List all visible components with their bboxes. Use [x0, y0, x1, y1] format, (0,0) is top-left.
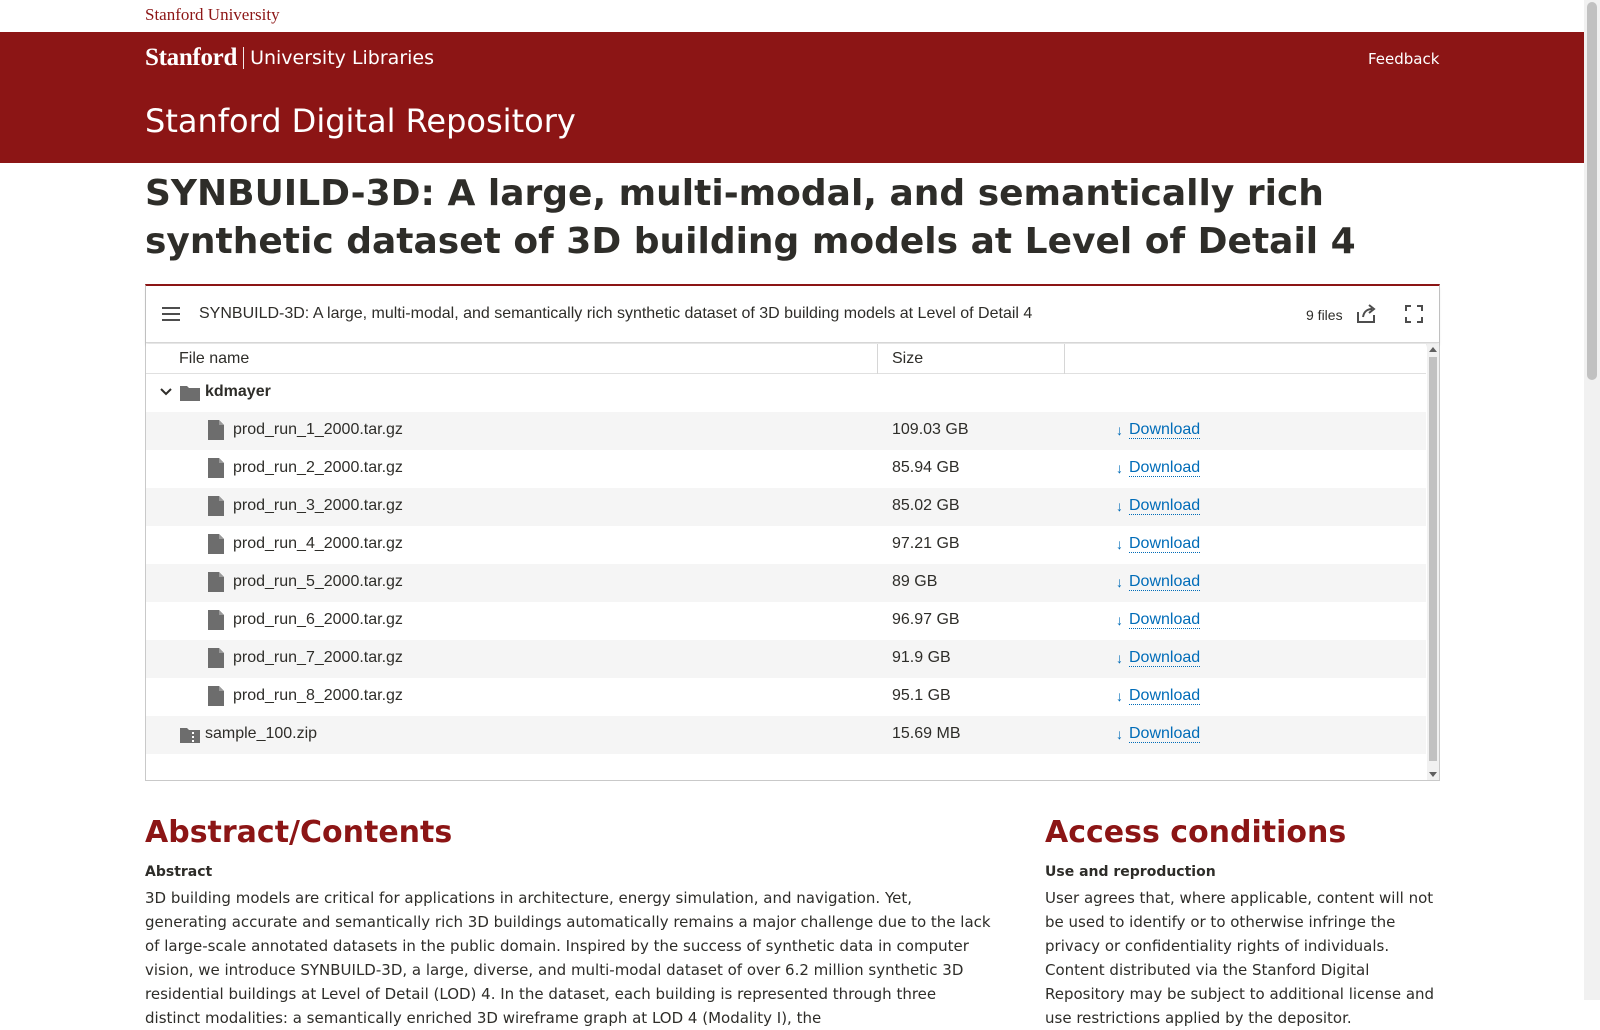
download-link[interactable]	[1116, 687, 1200, 705]
table-row[interactable]	[146, 564, 1426, 602]
scroll-down-icon[interactable]	[1429, 772, 1437, 777]
zip-file-icon	[180, 727, 200, 743]
logo-divider	[243, 47, 244, 69]
table-row[interactable]	[146, 450, 1426, 488]
library-logo[interactable]	[145, 44, 434, 72]
file-icon	[208, 648, 224, 668]
scroll-up-icon[interactable]	[1429, 347, 1437, 352]
logo-stanford: Stanford	[145, 44, 238, 71]
download-label: Download	[1129, 725, 1201, 742]
file-name: prod_run_7_2000.tar.gz	[233, 649, 403, 666]
file-icon	[208, 458, 224, 478]
download-label: Download	[1129, 687, 1201, 704]
file-size: 95.1 GB	[892, 687, 951, 704]
abstract-heading: Abstract/Contents	[145, 815, 453, 850]
page-scrollbar[interactable]	[1584, 0, 1600, 1000]
file-name: prod_run_8_2000.tar.gz	[233, 687, 403, 704]
download-link[interactable]	[1116, 535, 1200, 553]
download-icon: ↓	[1116, 726, 1123, 742]
site-header	[0, 32, 1584, 163]
table-row[interactable]	[146, 488, 1426, 526]
download-label: Download	[1129, 421, 1201, 438]
file-size: 96.97 GB	[892, 611, 960, 628]
file-size: 85.94 GB	[892, 459, 960, 476]
download-icon: ↓	[1116, 422, 1123, 438]
stanford-university-link[interactable]: Stanford University	[145, 5, 280, 24]
table-row[interactable]	[146, 640, 1426, 678]
download-link[interactable]	[1116, 725, 1200, 743]
table-scrollbar-thumb[interactable]	[1429, 357, 1437, 761]
access-heading: Access conditions	[1045, 815, 1347, 850]
download-icon: ↓	[1116, 536, 1123, 552]
download-icon: ↓	[1116, 574, 1123, 590]
download-label: Download	[1129, 611, 1201, 628]
table-row[interactable]	[146, 602, 1426, 640]
file-name: sample_100.zip	[205, 725, 318, 742]
download-link[interactable]	[1116, 573, 1200, 591]
table-row[interactable]	[146, 412, 1426, 450]
column-divider[interactable]	[877, 344, 878, 374]
folder-icon	[180, 385, 200, 401]
download-label: Download	[1129, 497, 1201, 514]
table-scrollbar[interactable]	[1427, 344, 1439, 780]
file-name: prod_run_5_2000.tar.gz	[233, 573, 403, 590]
file-icon	[208, 686, 224, 706]
download-link[interactable]	[1116, 611, 1200, 629]
column-size[interactable]: Size	[892, 350, 924, 367]
fullscreen-icon[interactable]	[1404, 304, 1424, 324]
download-icon: ↓	[1116, 650, 1123, 666]
logo-libraries: University Libraries	[250, 47, 435, 69]
file-icon	[208, 496, 224, 516]
download-link[interactable]	[1116, 421, 1200, 439]
download-link[interactable]	[1116, 649, 1200, 667]
folder-name: kdmayer	[205, 383, 271, 400]
column-divider[interactable]	[1064, 344, 1065, 374]
table-row[interactable]	[146, 678, 1426, 716]
viewer-title: SYNBUILD-3D: A large, multi-modal, and semantically rich synthetic dataset of 3D building models at Level of Detail 4	[199, 305, 1033, 322]
file-icon	[208, 610, 224, 630]
download-label: Download	[1129, 535, 1201, 552]
download-icon: ↓	[1116, 612, 1123, 628]
file-count: 9 files	[1306, 307, 1343, 323]
file-size: 89 GB	[892, 573, 938, 590]
share-icon[interactable]	[1354, 302, 1378, 326]
file-size: 97.21 GB	[892, 535, 960, 552]
chevron-down-icon[interactable]	[158, 384, 174, 400]
download-icon: ↓	[1116, 688, 1123, 704]
abstract-text: 3D building models are critical for applications in architecture, energy simulation, and navigation. Yet, generating accurate and semantically rich 3D buildings automatically remains a major challenge due to the lack of large-scale annotated datasets in the public domain. Inspired by the success of synthetic data in computer vision, we introduce SYNBUILD-3D, a large, diverse, and multi-modal dataset of over 6.2 million synthetic 3D residential buildings at Level of Detail (LOD) 4. In the dataset, each building is represented through three distinct modalities: a semantically enriched 3D wireframe graph at LOD 4 (Modality I), the	[145, 889, 991, 1027]
download-label: Download	[1129, 649, 1201, 666]
menu-icon[interactable]	[162, 307, 180, 321]
file-icon	[208, 420, 224, 440]
download-link[interactable]	[1116, 497, 1200, 515]
table-row[interactable]	[146, 716, 1426, 754]
download-label: Download	[1129, 573, 1201, 590]
identity-bar	[0, 0, 1584, 32]
feedback-link[interactable]: Feedback	[1368, 50, 1440, 68]
file-size: 15.69 MB	[892, 725, 961, 742]
file-viewer	[145, 284, 1440, 781]
column-file-name[interactable]: File name	[179, 350, 250, 367]
folder-row[interactable]	[146, 374, 1426, 412]
download-link[interactable]	[1116, 459, 1200, 477]
access-text: User agrees that, where applicable, content will not be used to identify or to otherwise infringe the privacy or confidentiality rights of individuals. Content distributed via the Stanford Digital Repository may be subject to additional license and use restrictions applied by the depositor.	[1045, 889, 1435, 1027]
abstract-subheading: Abstract	[145, 864, 213, 880]
page-scrollbar-thumb[interactable]	[1587, 2, 1597, 380]
file-icon	[208, 572, 224, 592]
file-name: prod_run_1_2000.tar.gz	[233, 421, 403, 438]
download-label: Download	[1129, 459, 1201, 476]
download-icon: ↓	[1116, 498, 1123, 514]
file-icon	[208, 534, 224, 554]
table-header	[146, 344, 1426, 374]
download-icon: ↓	[1116, 460, 1123, 476]
file-size: 91.9 GB	[892, 649, 951, 666]
file-name: prod_run_4_2000.tar.gz	[233, 535, 403, 552]
access-subheading: Use and reproduction	[1045, 864, 1216, 880]
file-size: 85.02 GB	[892, 497, 960, 514]
file-table	[146, 344, 1426, 754]
viewer-toolbar	[146, 286, 1439, 343]
file-name: prod_run_3_2000.tar.gz	[233, 497, 403, 514]
table-row[interactable]	[146, 526, 1426, 564]
file-size: 109.03 GB	[892, 421, 969, 438]
page-title: SYNBUILD-3D: A large, multi-modal, and semantically rich synthetic dataset of 3D building models at Level of Detail 4	[145, 173, 1356, 262]
repository-title[interactable]: Stanford Digital Repository	[145, 102, 576, 140]
file-name: prod_run_2_2000.tar.gz	[233, 459, 403, 476]
file-name: prod_run_6_2000.tar.gz	[233, 611, 403, 628]
